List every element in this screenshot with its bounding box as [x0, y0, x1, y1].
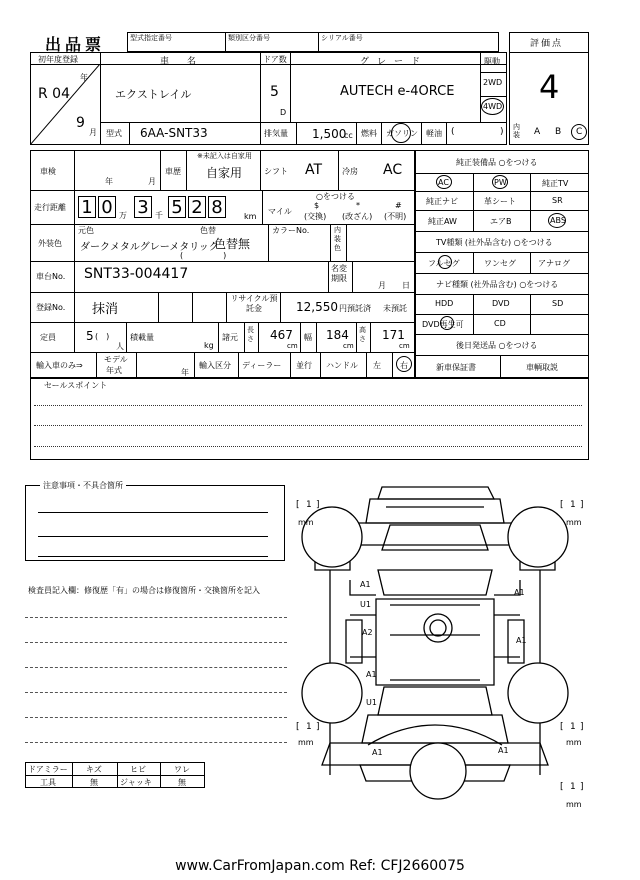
- damage-mark: A1: [498, 746, 509, 755]
- unknown-option: (不明): [384, 212, 407, 221]
- tire-tr-value: 1: [570, 500, 576, 510]
- sales-point-label: セールスポイント: [44, 381, 108, 390]
- fuel-label: 燃料: [361, 129, 377, 138]
- model-year-unit: 年: [181, 368, 189, 377]
- damage-mark: U1: [360, 600, 371, 609]
- legend-crack: ヒビ: [130, 765, 146, 774]
- tire-spare-value: 1: [570, 782, 576, 792]
- tv-fullseg: フルセグ: [428, 259, 460, 268]
- navi-dvd-play-circle: [440, 316, 454, 330]
- mileage-man: 万: [119, 211, 127, 220]
- type-number-label: 型式指定番号: [130, 34, 172, 42]
- exchange-option: (交換): [304, 212, 327, 221]
- tire-bl-bracket-open: [: [296, 722, 300, 732]
- displacement-value: 1,500: [312, 127, 347, 141]
- first-reg-era: R 04: [38, 86, 70, 102]
- tire-tl-mm: mm: [298, 518, 314, 527]
- history-value: 自家用: [206, 166, 243, 180]
- mile-option: マイル: [268, 207, 292, 216]
- tire-tr-bracket-close: ]: [580, 500, 584, 510]
- interior-color-label: 内装色: [334, 226, 341, 252]
- equip-airbag: エアB: [490, 217, 512, 226]
- door-value: 5: [270, 84, 279, 100]
- mileage-digit-5: 2: [188, 196, 206, 218]
- displacement-unit: cc: [344, 131, 353, 140]
- class-number-label: 類別区分番号: [228, 34, 270, 42]
- dimensions-label: 諸元: [222, 333, 238, 342]
- mileage-digit-2: 0: [98, 196, 116, 218]
- drive-label: 駆動: [484, 57, 500, 66]
- length-value: 467: [270, 328, 293, 342]
- width-cm: cm: [343, 342, 354, 350]
- drive-4wd-circle: [481, 98, 504, 115]
- mileage-digit-3: 3: [134, 196, 152, 218]
- tamper-option: (改ざん): [342, 212, 373, 221]
- score-value: 4: [539, 68, 560, 106]
- model-year-top: モデル: [104, 355, 128, 364]
- model-year-bottom: 年式: [106, 366, 122, 375]
- load-label: 積載量: [130, 333, 154, 342]
- navi-cd: CD: [494, 319, 506, 328]
- width-label: 幅: [304, 333, 312, 342]
- legend-scratch: キズ: [86, 765, 102, 774]
- handle-right-circle: [396, 356, 412, 372]
- details-block: [30, 150, 415, 378]
- registration-value: 抹消: [92, 302, 119, 317]
- sales-point-block: [30, 378, 589, 460]
- tire-spare-mm: mm: [566, 800, 582, 809]
- handle-label: ハンドル: [326, 361, 358, 370]
- tire-spare-bracket-open: [: [560, 782, 564, 792]
- equip-tv: 純正TV: [542, 179, 569, 188]
- equip-pw-circle: [492, 175, 508, 189]
- legend-tools-value: 無: [90, 778, 98, 787]
- legend-jack-value: 無: [178, 778, 186, 787]
- original-color-value: ダークメタルグレーメタリック: [80, 242, 219, 253]
- drive-4wd: 4WD: [483, 102, 503, 111]
- legend-tools: 工具: [40, 778, 56, 787]
- length-cm: cm: [287, 342, 298, 350]
- equip-sr: SR: [552, 196, 563, 205]
- damage-mark: A1: [366, 670, 377, 679]
- damage-mark: A1: [516, 636, 527, 645]
- equip-navi: 純正ナビ: [426, 197, 458, 206]
- tamper-top: *: [356, 201, 360, 210]
- mileage-label: 走行距離: [34, 203, 66, 212]
- shaken-label: 車検: [40, 167, 56, 176]
- fuel-gasoline-circle: [391, 123, 411, 143]
- interior-a: A: [534, 127, 541, 137]
- tire-bl-value: 1: [306, 722, 312, 732]
- tire-br-bracket-close: ]: [580, 722, 584, 732]
- mileage-circle-note: ○をつける: [316, 192, 355, 201]
- mileage-km: km: [244, 212, 257, 221]
- parallel-option: 並行: [296, 361, 312, 370]
- equip-leather: 革シート: [484, 197, 516, 206]
- capacity-unit: 人: [116, 342, 124, 351]
- tire-tr-bracket-open: [: [560, 500, 564, 510]
- tire-bl-mm: mm: [298, 738, 314, 747]
- later-warranty: 新車保証書: [436, 363, 476, 372]
- fuel-paren-close: ): [500, 127, 504, 137]
- name-change-label: 名変期限: [331, 264, 347, 283]
- fuel-paren-open: (: [451, 127, 455, 137]
- recycle-paid: 円預託済: [339, 304, 371, 313]
- tv-title: TV種類 (社外品含む) ○をつける: [436, 238, 553, 247]
- mileage-sen: 千: [155, 211, 163, 220]
- tv-oneseg: ワンセグ: [484, 259, 516, 268]
- navi-dvd-play: DVD再生可: [422, 320, 464, 329]
- door-suffix: D: [280, 108, 287, 117]
- shaken-month: 月: [148, 177, 156, 186]
- damage-mark: A1: [372, 748, 383, 757]
- tv-analog: アナログ: [538, 259, 570, 268]
- mileage-digit-6: 8: [208, 196, 226, 218]
- recycle-unpaid: 未預託: [383, 304, 407, 313]
- legend-jack: ジャッキ: [120, 778, 152, 787]
- model-value: 6AA-SNT33: [140, 126, 208, 140]
- cooling-value: AC: [383, 162, 403, 178]
- color-label: 外装色: [38, 239, 62, 248]
- notes-box: [25, 485, 285, 561]
- first-reg-month: 9: [76, 115, 85, 131]
- car-damage-map: [290, 475, 590, 805]
- repaint-paren: ( ): [180, 251, 227, 260]
- notes-label: 注意事項・不具合箇所: [40, 480, 126, 491]
- tire-bl-bracket-close: ]: [316, 722, 320, 732]
- capacity-label: 定員: [40, 333, 56, 342]
- interior-c: C: [576, 127, 583, 137]
- shift-value: AT: [305, 162, 323, 178]
- drive-2wd: 2WD: [483, 78, 503, 87]
- cooling-label: 冷房: [342, 167, 358, 176]
- handle-left: 左: [373, 361, 381, 370]
- capacity-value: 5: [86, 329, 94, 343]
- chassis-value: SNT33-004417: [84, 266, 189, 282]
- name-change-month: 月: [378, 281, 386, 290]
- legend-mirror: ドアミラー: [28, 765, 68, 774]
- height-value: 171: [382, 328, 405, 342]
- later-title: 後日発送品 ○をつける: [456, 341, 538, 350]
- navi-sd: SD: [552, 299, 564, 308]
- import-label: 輸入車のみ⇒: [36, 361, 83, 370]
- handle-right: 右: [400, 361, 408, 370]
- recycle-label: リサイクル預託金: [230, 294, 278, 313]
- interior-label: 内装: [513, 123, 520, 139]
- original-color-label: 元色: [78, 226, 94, 235]
- capacity-paren: ( ): [95, 332, 110, 341]
- tire-tl-bracket-close: ]: [316, 500, 320, 510]
- exchange-top: $: [314, 201, 320, 210]
- header-number-box: [127, 32, 499, 52]
- grade-value: AUTECH e-4ORCE: [340, 84, 455, 99]
- damage-mark: A1: [514, 588, 525, 597]
- length-label: 長さ: [247, 326, 254, 343]
- registration-label: 登録No.: [36, 303, 66, 312]
- fuel-diesel: 軽油: [426, 129, 442, 138]
- name-label: 車名: [160, 57, 215, 67]
- width-value: 184: [326, 328, 349, 342]
- unknown-top: #: [395, 201, 402, 210]
- load-unit: kg: [204, 341, 214, 350]
- repaint-label: 色替: [200, 226, 216, 235]
- recycle-value: 12,550: [296, 300, 338, 314]
- dealer-option: ディーラー: [242, 361, 282, 370]
- repaint-value: 色替無: [214, 237, 251, 251]
- height-label: 高さ: [359, 326, 366, 343]
- fuel-gasoline: ガソリン: [386, 129, 418, 138]
- equip-aw: 純正AW: [428, 217, 457, 226]
- tire-tl-value: 1: [306, 500, 312, 510]
- shaken-year: 年: [105, 177, 113, 186]
- door-label: ドア数: [263, 55, 287, 64]
- equip-pw: PW: [494, 178, 507, 187]
- form-title: 出品票: [45, 35, 106, 54]
- chassis-label: 車台No.: [36, 272, 66, 281]
- history-note: ※未記入は自家用: [197, 152, 252, 160]
- height-cm: cm: [399, 342, 410, 350]
- name-value: エクストレイル: [115, 88, 192, 101]
- equip-abs: ABS: [550, 216, 566, 225]
- damage-mark: A2: [362, 628, 373, 637]
- mileage-digit-4: 5: [168, 196, 186, 218]
- interior-c-circle: [571, 124, 587, 140]
- tire-br-bracket-open: [: [560, 722, 564, 732]
- interior-b: B: [555, 127, 562, 137]
- tire-tl-bracket-open: [: [296, 500, 300, 510]
- first-reg-month-unit: 月: [89, 128, 97, 137]
- later-manual: 車輌取説: [526, 363, 558, 372]
- first-reg-year-unit: 年: [80, 73, 88, 82]
- legend-break: ワレ: [174, 765, 190, 774]
- model-label: 型式: [106, 129, 122, 138]
- displacement-label: 排気量: [264, 129, 288, 138]
- tv-fullseg-circle: [438, 255, 452, 269]
- mileage-digit-1: 1: [78, 196, 96, 218]
- tire-br-value: 1: [570, 722, 576, 732]
- equip-ac: AC: [438, 178, 449, 187]
- tire-spare-bracket-close: ]: [580, 782, 584, 792]
- history-label: 車歴: [165, 167, 181, 176]
- damage-mark: A1: [360, 580, 371, 589]
- import-type-label: 輸入区分: [199, 361, 231, 370]
- equipment-title: 純正装備品 ○をつける: [456, 158, 538, 167]
- navi-hdd: HDD: [435, 299, 454, 308]
- tire-br-mm: mm: [566, 738, 582, 747]
- tire-tr-mm: mm: [566, 518, 582, 527]
- color-no-label: カラーNo.: [272, 226, 310, 235]
- serial-label: シリアル番号: [321, 34, 363, 42]
- damage-mark: U1: [366, 698, 377, 707]
- name-change-day: 日: [402, 281, 410, 290]
- navi-title: ナビ種類 (社外品含む) ○をつける: [436, 280, 559, 289]
- equip-abs-circle: [548, 213, 566, 228]
- inspector-label: 検査員記入欄：修復歴「有」の場合は修復箇所・交換箇所を記入: [28, 586, 260, 595]
- equip-ac-circle: [436, 175, 452, 189]
- watermark: www.CarFromJapan.com Ref: CFJ2660075: [175, 858, 465, 874]
- score-label: 評価点: [530, 39, 564, 49]
- first-reg-label: 初年度登録: [38, 55, 78, 64]
- grade-label: グレード: [360, 57, 429, 67]
- shift-label: シフト: [264, 167, 288, 176]
- navi-dvd: DVD: [492, 299, 510, 308]
